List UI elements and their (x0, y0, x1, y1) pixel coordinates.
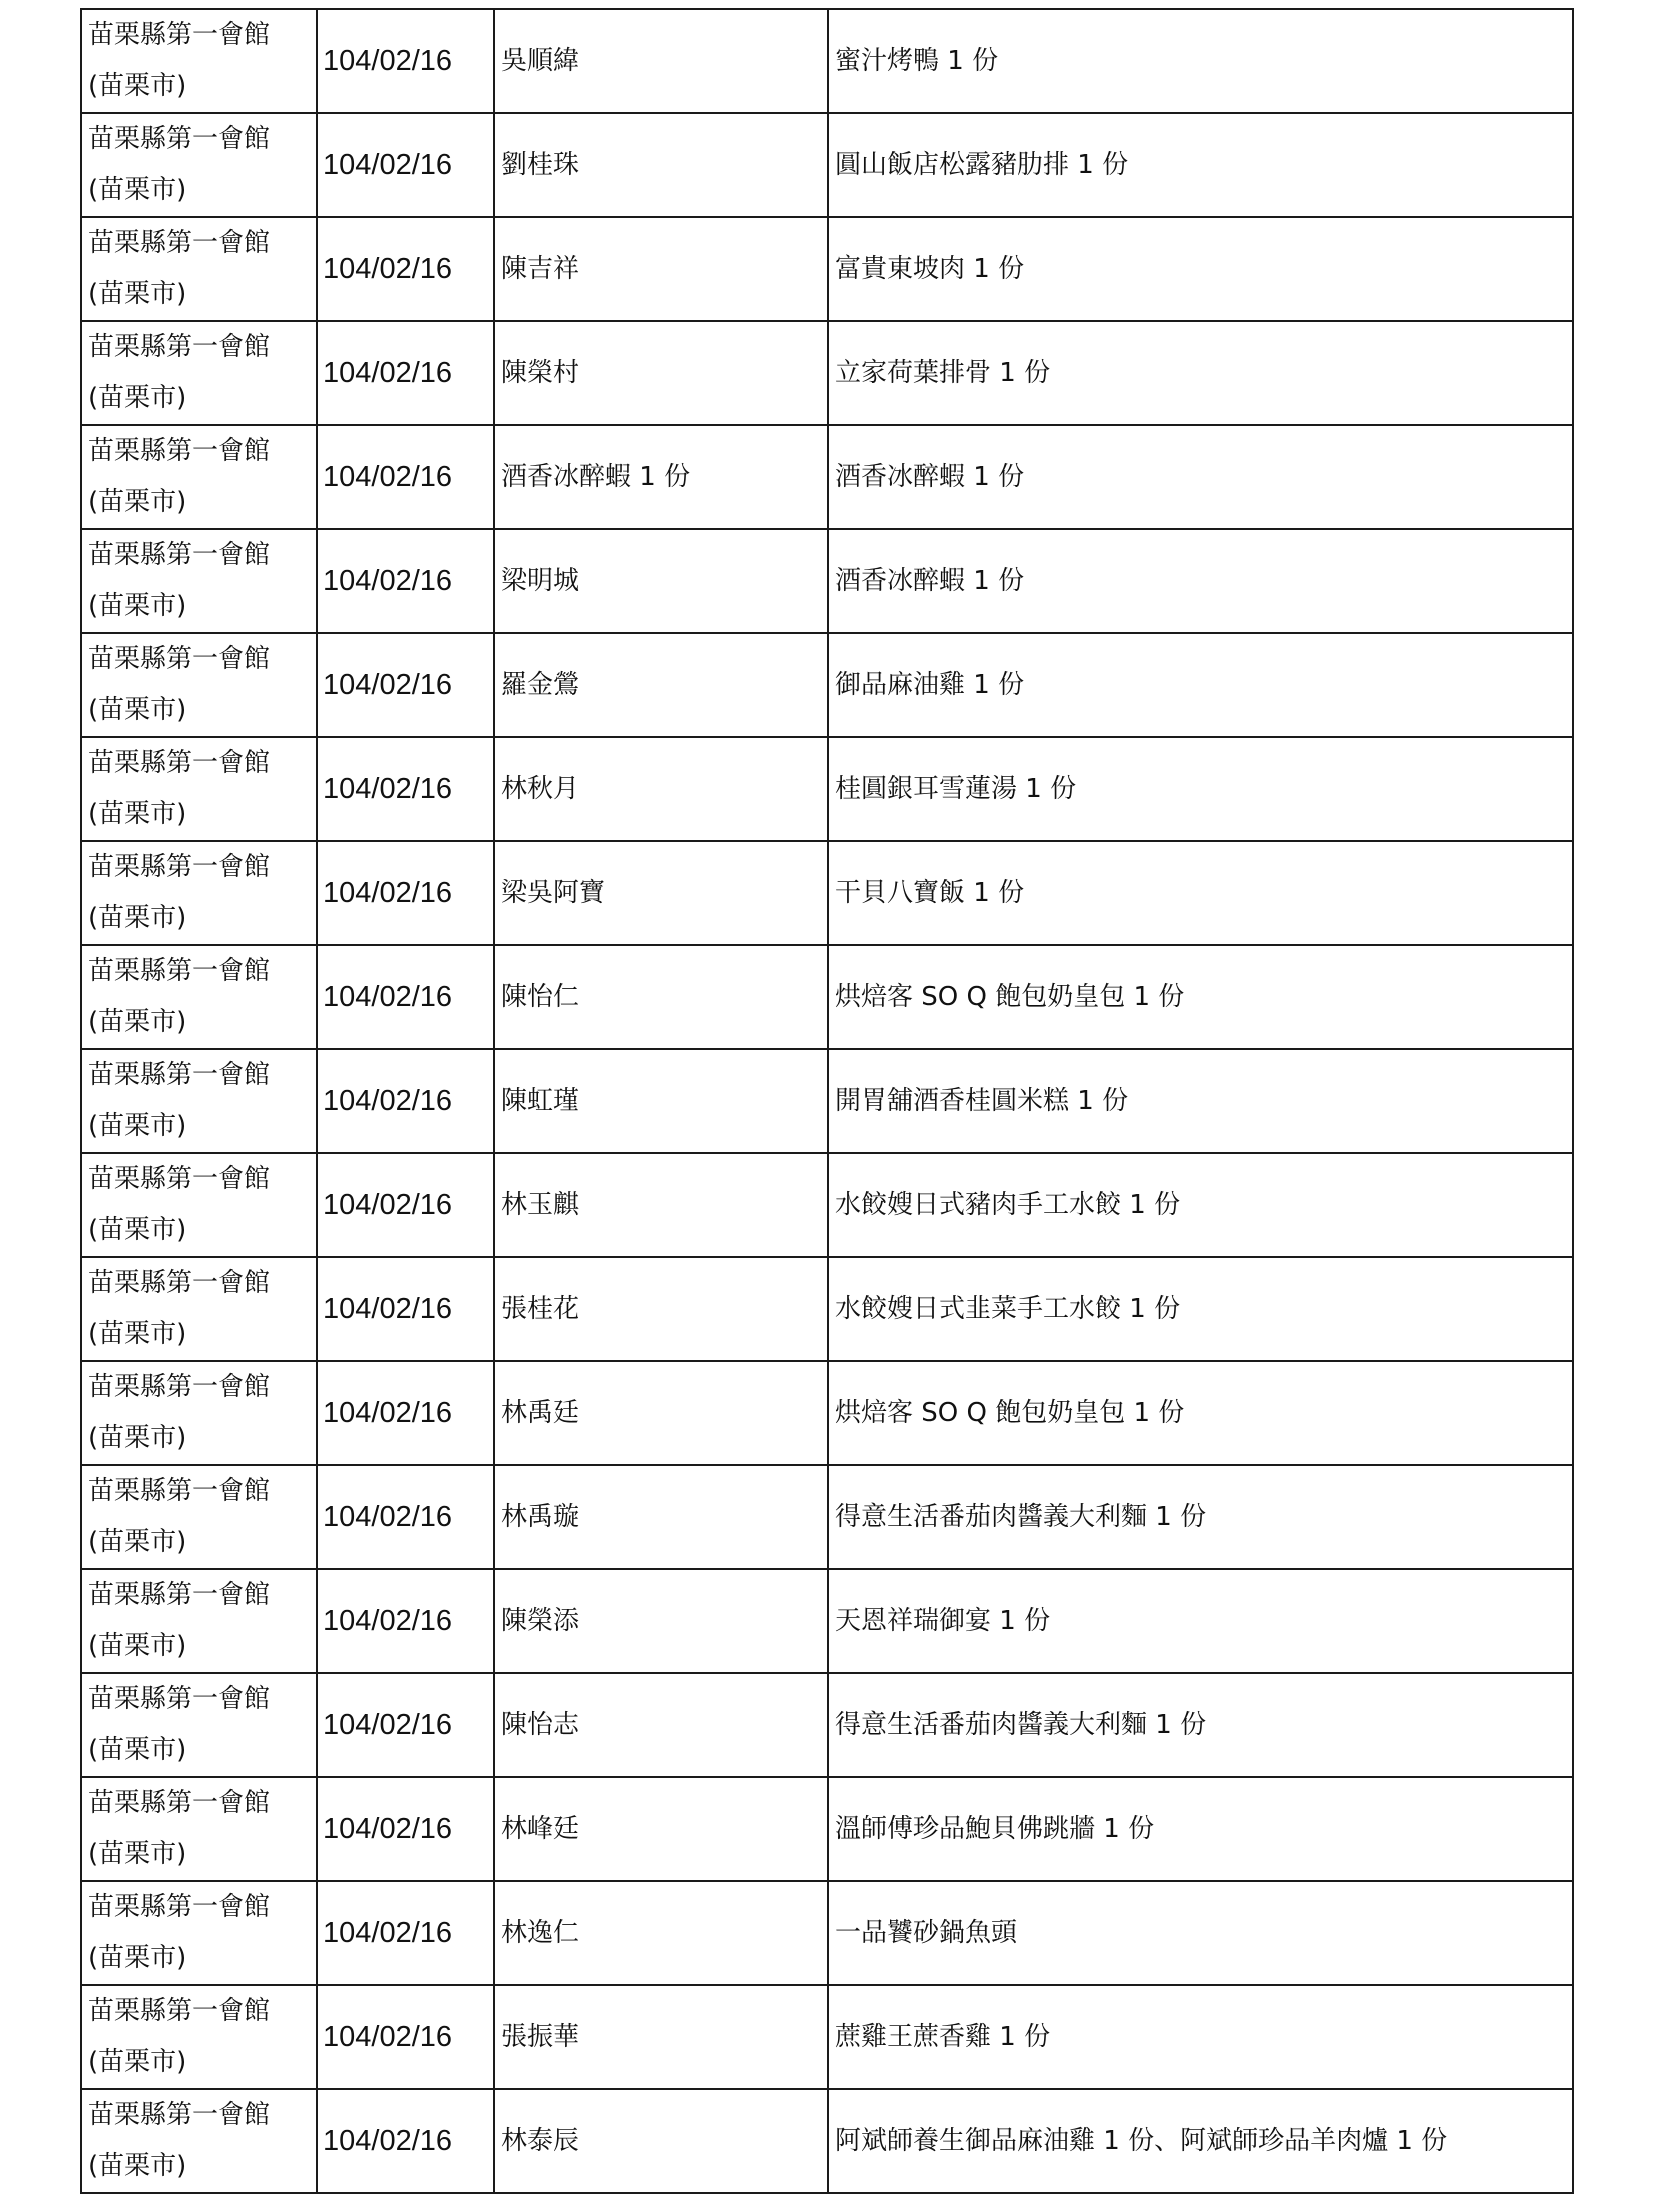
table-row (81, 1465, 1573, 1569)
winner-name-cell: 林秋月 (494, 737, 828, 841)
table-row (81, 1881, 1573, 1985)
venue-cell (81, 1881, 317, 1985)
venue-name: 苗栗縣第一會館 (88, 1476, 271, 1506)
winner-name-cell: 羅金鶯 (494, 633, 828, 737)
prize-item-cell: 溫師傅珍品鮑貝佛跳牆 1 份 (828, 1777, 1573, 1881)
venue-cell (81, 1569, 317, 1673)
venue-city: (苗栗市) (88, 1319, 187, 1349)
venue-name: 苗栗縣第一會館 (88, 1684, 271, 1714)
venue-city: (苗栗市) (88, 383, 187, 413)
venue-cell (81, 425, 317, 529)
prize-item-cell: 干貝八寶飯 1 份 (828, 841, 1573, 945)
winner-name-cell: 酒香冰醉蝦 1 份 (494, 425, 828, 529)
venue-city: (苗栗市) (88, 1007, 187, 1037)
venue-cell (81, 217, 317, 321)
venue-name: 苗栗縣第一會館 (88, 124, 271, 154)
winner-name-cell: 林玉麒 (494, 1153, 828, 1257)
table-row (81, 321, 1573, 425)
winner-name-cell: 林峰廷 (494, 1777, 828, 1881)
prize-item-cell: 圓山飯店松露豬肋排 1 份 (828, 113, 1573, 217)
winner-name-cell: 梁明城 (494, 529, 828, 633)
venue-name: 苗栗縣第一會館 (88, 436, 271, 466)
date-cell: 104/02/16 (317, 113, 494, 217)
table-row (81, 113, 1573, 217)
prize-item-cell: 蔗雞王蔗香雞 1 份 (828, 1985, 1573, 2089)
venue-city: (苗栗市) (88, 591, 187, 621)
prize-item-cell: 御品麻油雞 1 份 (828, 633, 1573, 737)
date-cell: 104/02/16 (317, 1985, 494, 2089)
venue-cell (81, 1049, 317, 1153)
table-row (81, 1777, 1573, 1881)
prize-item-cell: 烘焙客 SO Q 飽包奶皇包 1 份 (828, 945, 1573, 1049)
date-cell: 104/02/16 (317, 321, 494, 425)
prize-item-cell: 天恩祥瑞御宴 1 份 (828, 1569, 1573, 1673)
venue-cell (81, 113, 317, 217)
venue-cell (81, 1777, 317, 1881)
venue-cell (81, 1465, 317, 1569)
winner-name-cell: 梁吳阿寶 (494, 841, 828, 945)
date-cell: 104/02/16 (317, 1049, 494, 1153)
table-row (81, 945, 1573, 1049)
venue-name: 苗栗縣第一會館 (88, 1892, 271, 1922)
venue-city: (苗栗市) (88, 279, 187, 309)
table-row (81, 841, 1573, 945)
venue-city: (苗栗市) (88, 695, 187, 725)
date-cell: 104/02/16 (317, 1881, 494, 1985)
venue-name: 苗栗縣第一會館 (88, 748, 271, 778)
table-row (81, 9, 1573, 113)
date-cell: 104/02/16 (317, 1673, 494, 1777)
venue-name: 苗栗縣第一會館 (88, 1060, 271, 1090)
venue-cell (81, 633, 317, 737)
venue-cell (81, 321, 317, 425)
winner-name-cell: 陳榮村 (494, 321, 828, 425)
venue-city: (苗栗市) (88, 1839, 187, 1869)
venue-name: 苗栗縣第一會館 (88, 852, 271, 882)
table-row (81, 1049, 1573, 1153)
prize-item-cell: 阿斌師養生御品麻油雞 1 份、阿斌師珍品羊肉爐 1 份 (828, 2089, 1573, 2193)
winner-name-cell: 劉桂珠 (494, 113, 828, 217)
venue-cell (81, 841, 317, 945)
venue-cell (81, 2089, 317, 2193)
venue-name: 苗栗縣第一會館 (88, 1372, 271, 1402)
table-row (81, 217, 1573, 321)
venue-name: 苗栗縣第一會館 (88, 1996, 271, 2026)
date-cell: 104/02/16 (317, 217, 494, 321)
table-row (81, 1257, 1573, 1361)
winner-name-cell: 陳吉祥 (494, 217, 828, 321)
table-row (81, 1569, 1573, 1673)
winner-name-cell: 林逸仁 (494, 1881, 828, 1985)
venue-name: 苗栗縣第一會館 (88, 956, 271, 986)
winner-name-cell: 陳怡仁 (494, 945, 828, 1049)
venue-cell (81, 1673, 317, 1777)
venue-city: (苗栗市) (88, 1111, 187, 1141)
winner-name-cell: 陳榮添 (494, 1569, 828, 1673)
winner-name-cell: 林禹廷 (494, 1361, 828, 1465)
venue-cell (81, 1361, 317, 1465)
venue-city: (苗栗市) (88, 799, 187, 829)
venue-city: (苗栗市) (88, 1631, 187, 1661)
date-cell: 104/02/16 (317, 737, 494, 841)
date-cell: 104/02/16 (317, 1569, 494, 1673)
prize-item-cell: 水餃嫂日式韭菜手工水餃 1 份 (828, 1257, 1573, 1361)
date-cell: 104/02/16 (317, 841, 494, 945)
venue-city: (苗栗市) (88, 487, 187, 517)
prize-item-cell: 得意生活番茄肉醬義大利麵 1 份 (828, 1465, 1573, 1569)
table-row (81, 1673, 1573, 1777)
venue-name: 苗栗縣第一會館 (88, 2100, 271, 2130)
table-body (81, 9, 1573, 2193)
prize-item-cell: 開胃舖酒香桂圓米糕 1 份 (828, 1049, 1573, 1153)
winner-name-cell: 林泰辰 (494, 2089, 828, 2193)
table-row (81, 425, 1573, 529)
venue-city: (苗栗市) (88, 1215, 187, 1245)
prize-item-cell: 得意生活番茄肉醬義大利麵 1 份 (828, 1673, 1573, 1777)
venue-name: 苗栗縣第一會館 (88, 1164, 271, 1194)
prize-item-cell: 一品饕砂鍋魚頭 (828, 1881, 1573, 1985)
venue-name: 苗栗縣第一會館 (88, 1788, 271, 1818)
venue-cell (81, 737, 317, 841)
venue-city: (苗栗市) (88, 1527, 187, 1557)
venue-cell (81, 9, 317, 113)
prize-list-table (80, 8, 1574, 2194)
date-cell: 104/02/16 (317, 2089, 494, 2193)
venue-city: (苗栗市) (88, 1735, 187, 1765)
table-row (81, 2089, 1573, 2193)
venue-city: (苗栗市) (88, 71, 187, 101)
date-cell: 104/02/16 (317, 529, 494, 633)
date-cell: 104/02/16 (317, 425, 494, 529)
date-cell: 104/02/16 (317, 9, 494, 113)
date-cell: 104/02/16 (317, 1465, 494, 1569)
venue-cell (81, 1257, 317, 1361)
venue-city: (苗栗市) (88, 2151, 187, 2181)
prize-item-cell: 酒香冰醉蝦 1 份 (828, 529, 1573, 633)
venue-city: (苗栗市) (88, 2047, 187, 2077)
venue-name: 苗栗縣第一會館 (88, 644, 271, 674)
document-table-container (80, 8, 1572, 2194)
venue-name: 苗栗縣第一會館 (88, 540, 271, 570)
venue-name: 苗栗縣第一會館 (88, 332, 271, 362)
venue-cell (81, 1985, 317, 2089)
prize-item-cell: 烘焙客 SO Q 飽包奶皇包 1 份 (828, 1361, 1573, 1465)
venue-name: 苗栗縣第一會館 (88, 1268, 271, 1298)
date-cell: 104/02/16 (317, 1777, 494, 1881)
date-cell: 104/02/16 (317, 633, 494, 737)
winner-name-cell: 張桂花 (494, 1257, 828, 1361)
table-row (81, 1985, 1573, 2089)
table-row (81, 1361, 1573, 1465)
venue-cell (81, 529, 317, 633)
table-row (81, 633, 1573, 737)
date-cell: 104/02/16 (317, 1153, 494, 1257)
winner-name-cell: 陳怡志 (494, 1673, 828, 1777)
venue-cell (81, 1153, 317, 1257)
venue-city: (苗栗市) (88, 175, 187, 205)
venue-name: 苗栗縣第一會館 (88, 20, 271, 50)
winner-name-cell: 吳順緯 (494, 9, 828, 113)
prize-item-cell: 蜜汁烤鴨 1 份 (828, 9, 1573, 113)
winner-name-cell: 張振華 (494, 1985, 828, 2089)
venue-city: (苗栗市) (88, 1423, 187, 1453)
winner-name-cell: 林禹璇 (494, 1465, 828, 1569)
table-row (81, 529, 1573, 633)
venue-city: (苗栗市) (88, 903, 187, 933)
prize-item-cell: 桂圓銀耳雪蓮湯 1 份 (828, 737, 1573, 841)
venue-name: 苗栗縣第一會館 (88, 228, 271, 258)
prize-item-cell: 立家荷葉排骨 1 份 (828, 321, 1573, 425)
prize-item-cell: 富貴東坡肉 1 份 (828, 217, 1573, 321)
date-cell: 104/02/16 (317, 1361, 494, 1465)
table-row (81, 737, 1573, 841)
venue-cell (81, 945, 317, 1049)
prize-item-cell: 水餃嫂日式豬肉手工水餃 1 份 (828, 1153, 1573, 1257)
table-row (81, 1153, 1573, 1257)
prize-item-cell: 酒香冰醉蝦 1 份 (828, 425, 1573, 529)
winner-name-cell: 陳虹瑾 (494, 1049, 828, 1153)
date-cell: 104/02/16 (317, 945, 494, 1049)
date-cell: 104/02/16 (317, 1257, 494, 1361)
venue-city: (苗栗市) (88, 1943, 187, 1973)
venue-name: 苗栗縣第一會館 (88, 1580, 271, 1610)
